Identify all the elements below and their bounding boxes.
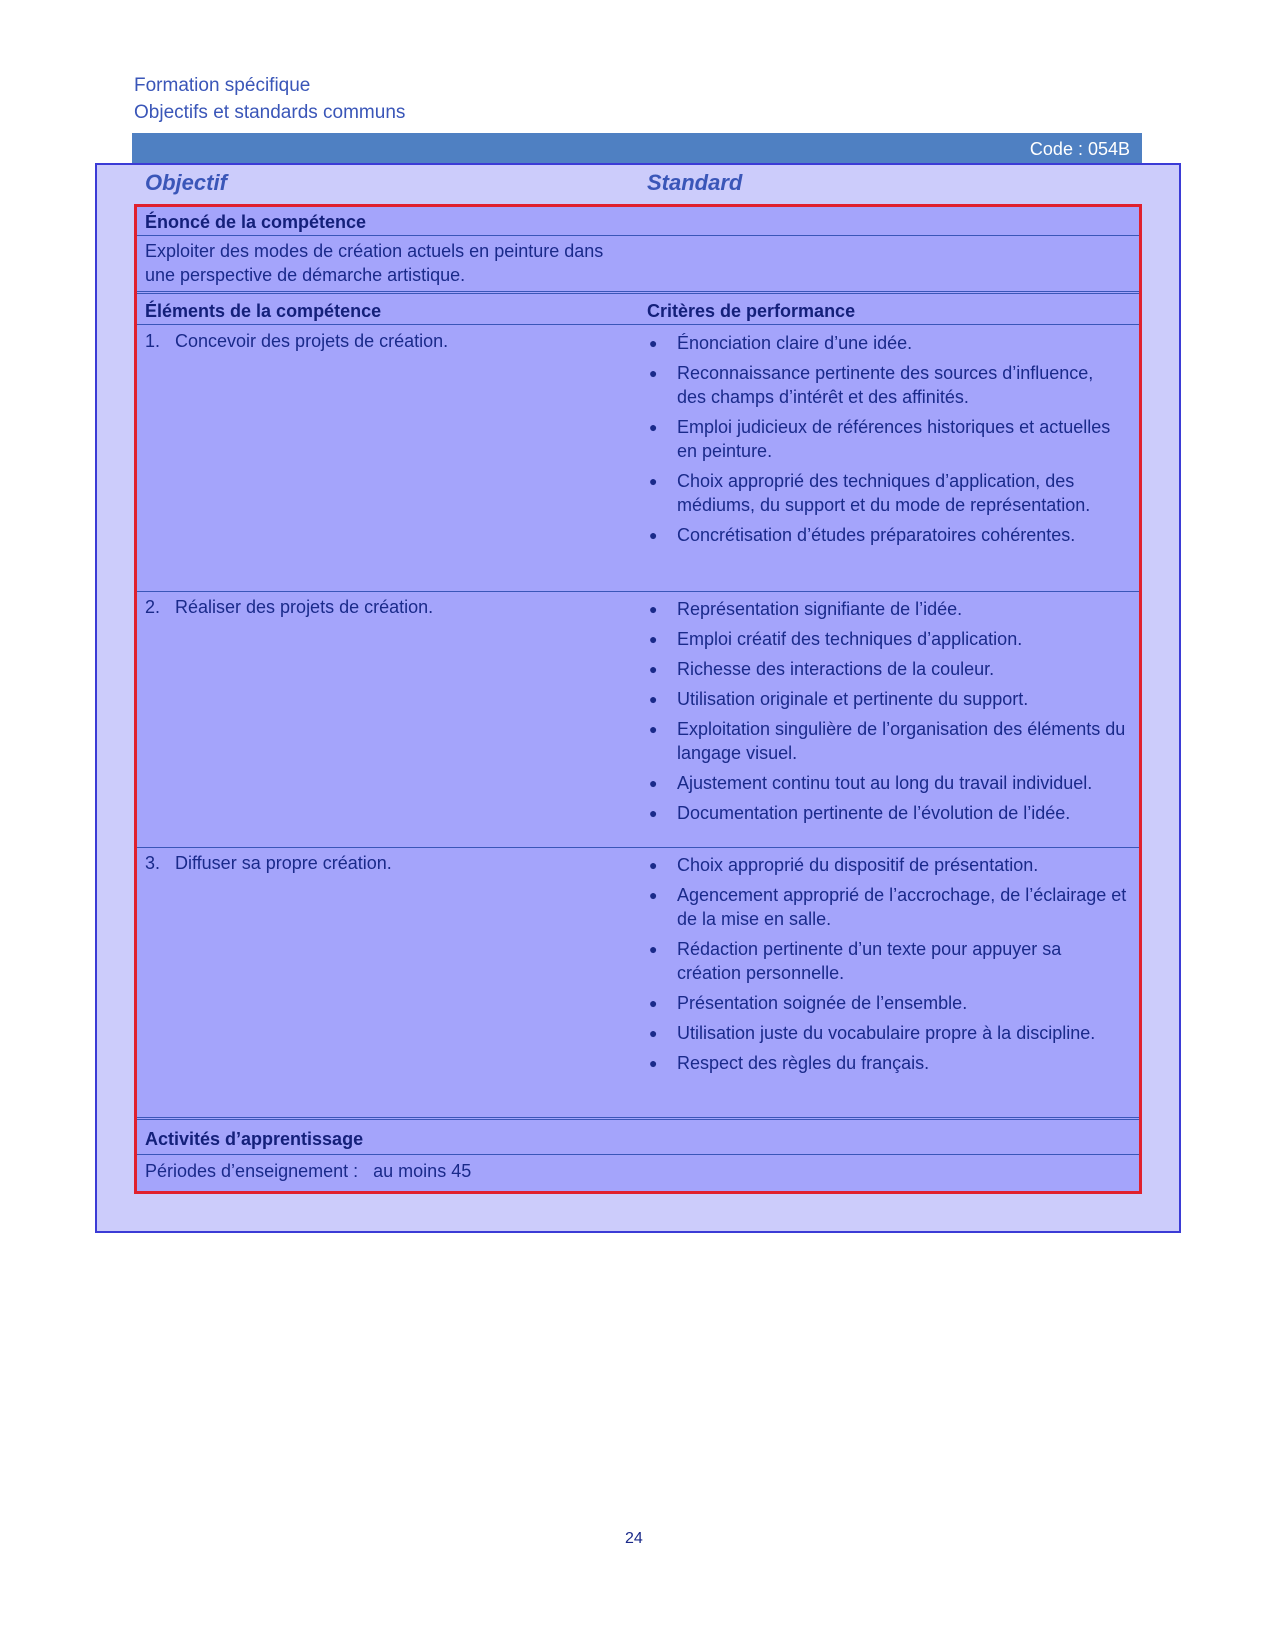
divider	[137, 847, 1139, 848]
bullet-icon: ●	[649, 775, 658, 791]
bullet-icon: ●	[649, 1025, 658, 1041]
criterion: ● Choix approprié des techniques d’application, des médiums, du support et du mode de représentation.	[649, 471, 1091, 515]
page-number: 24	[625, 1530, 643, 1547]
criterion: ● Présentation soignée de l’ensemble.	[649, 993, 968, 1013]
divider	[137, 1117, 1139, 1120]
periodes-value: au moins 45	[373, 1161, 472, 1181]
bullet-icon: ●	[649, 419, 658, 435]
criterion: ● Ajustement continu tout au long du travail individuel.	[649, 773, 1093, 793]
periodes-row	[145, 1159, 471, 1183]
element-number: 3.	[145, 853, 161, 873]
element-label: Réaliser des projets de création.	[175, 597, 434, 617]
elements-title: Éléments de la compétence	[145, 301, 382, 321]
divider	[137, 324, 1139, 325]
element-label: Diffuser sa propre création.	[175, 853, 392, 873]
criterion: ● Utilisation juste du vocabulaire propre à la discipline.	[649, 1023, 1096, 1043]
code-label: Code : 054B	[1029, 139, 1130, 159]
criterion: ● Agencement approprié de l’accrochage, de l’éclairage et de la mise en salle.	[649, 885, 1127, 929]
element-2	[145, 597, 433, 618]
bullet-icon: ●	[649, 887, 658, 903]
criteres-title: Critères de performance	[647, 301, 856, 321]
bullet-icon: ●	[649, 335, 658, 351]
divider	[137, 591, 1139, 592]
criterion: ● Choix approprié du dispositif de présentation.	[649, 855, 1039, 875]
bullet-icon: ●	[649, 721, 658, 737]
bullet-icon: ●	[649, 631, 658, 647]
bullet-icon: ●	[649, 1055, 658, 1071]
criterion: ● Énonciation claire d’une idée.	[649, 333, 913, 353]
periodes-label: Périodes d’enseignement :	[145, 1161, 359, 1181]
element-1	[145, 331, 448, 352]
enonce-title: Énoncé de la compétence	[145, 212, 367, 232]
criterion: ● Documentation pertinente de l’évolution de l’idée.	[649, 803, 1071, 823]
header-formation: Formation spécifique	[134, 75, 311, 96]
header-objectifs: Objectifs et standards communs	[134, 102, 406, 123]
element-number: 2.	[145, 597, 161, 617]
bullet-icon: ●	[649, 941, 658, 957]
objectif-heading: Objectif	[145, 170, 227, 195]
bullet-icon: ●	[649, 995, 658, 1011]
criterion: ● Richesse des interactions de la couleur.	[649, 659, 995, 679]
criterion: ● Exploitation singulière de l’organisation des éléments du langage visuel.	[649, 719, 1126, 763]
bullet-icon: ●	[649, 601, 658, 617]
element-label: Concevoir des projets de création.	[175, 331, 449, 351]
element-3	[145, 853, 392, 874]
criterion: ● Rédaction pertinente d’un texte pour appuyer sa création personnelle.	[649, 939, 1062, 983]
element-number: 1.	[145, 331, 161, 351]
divider	[137, 235, 1139, 236]
divider	[137, 291, 1139, 294]
bullet-icon: ●	[649, 365, 658, 381]
criterion: ● Emploi créatif des techniques d’application.	[649, 629, 1023, 649]
criterion: ● Représentation signifiante de l’idée.	[649, 599, 963, 619]
bullet-icon: ●	[649, 473, 658, 489]
criteria-list-1	[647, 331, 1127, 553]
bullet-icon: ●	[649, 691, 658, 707]
criterion: ● Reconnaissance pertinente des sources d’influence, des champs d’intérêt et des affinités.	[649, 363, 1094, 407]
divider	[137, 1154, 1139, 1155]
bullet-icon: ●	[649, 805, 658, 821]
activites-title: Activités d’apprentissage	[145, 1129, 364, 1149]
criterion: ● Utilisation originale et pertinente du support.	[649, 689, 1029, 709]
criteria-list-3	[647, 853, 1127, 1081]
criterion: ● Concrétisation d’études préparatoires cohérentes.	[649, 525, 1076, 545]
standard-heading: Standard	[647, 170, 743, 195]
enonce-text: Exploiter des modes de création actuels en peinture dans une perspective de démarche artistique.	[145, 241, 604, 285]
competence-table	[134, 204, 1142, 1194]
code-bar	[132, 133, 1142, 163]
bullet-icon: ●	[649, 527, 658, 543]
criterion: ● Respect des règles du français.	[649, 1053, 930, 1073]
bullet-icon: ●	[649, 661, 658, 677]
criteria-list-2	[647, 597, 1127, 831]
criterion: ● Emploi judicieux de références historiques et actuelles en peinture.	[649, 417, 1111, 461]
bullet-icon: ●	[649, 857, 658, 873]
